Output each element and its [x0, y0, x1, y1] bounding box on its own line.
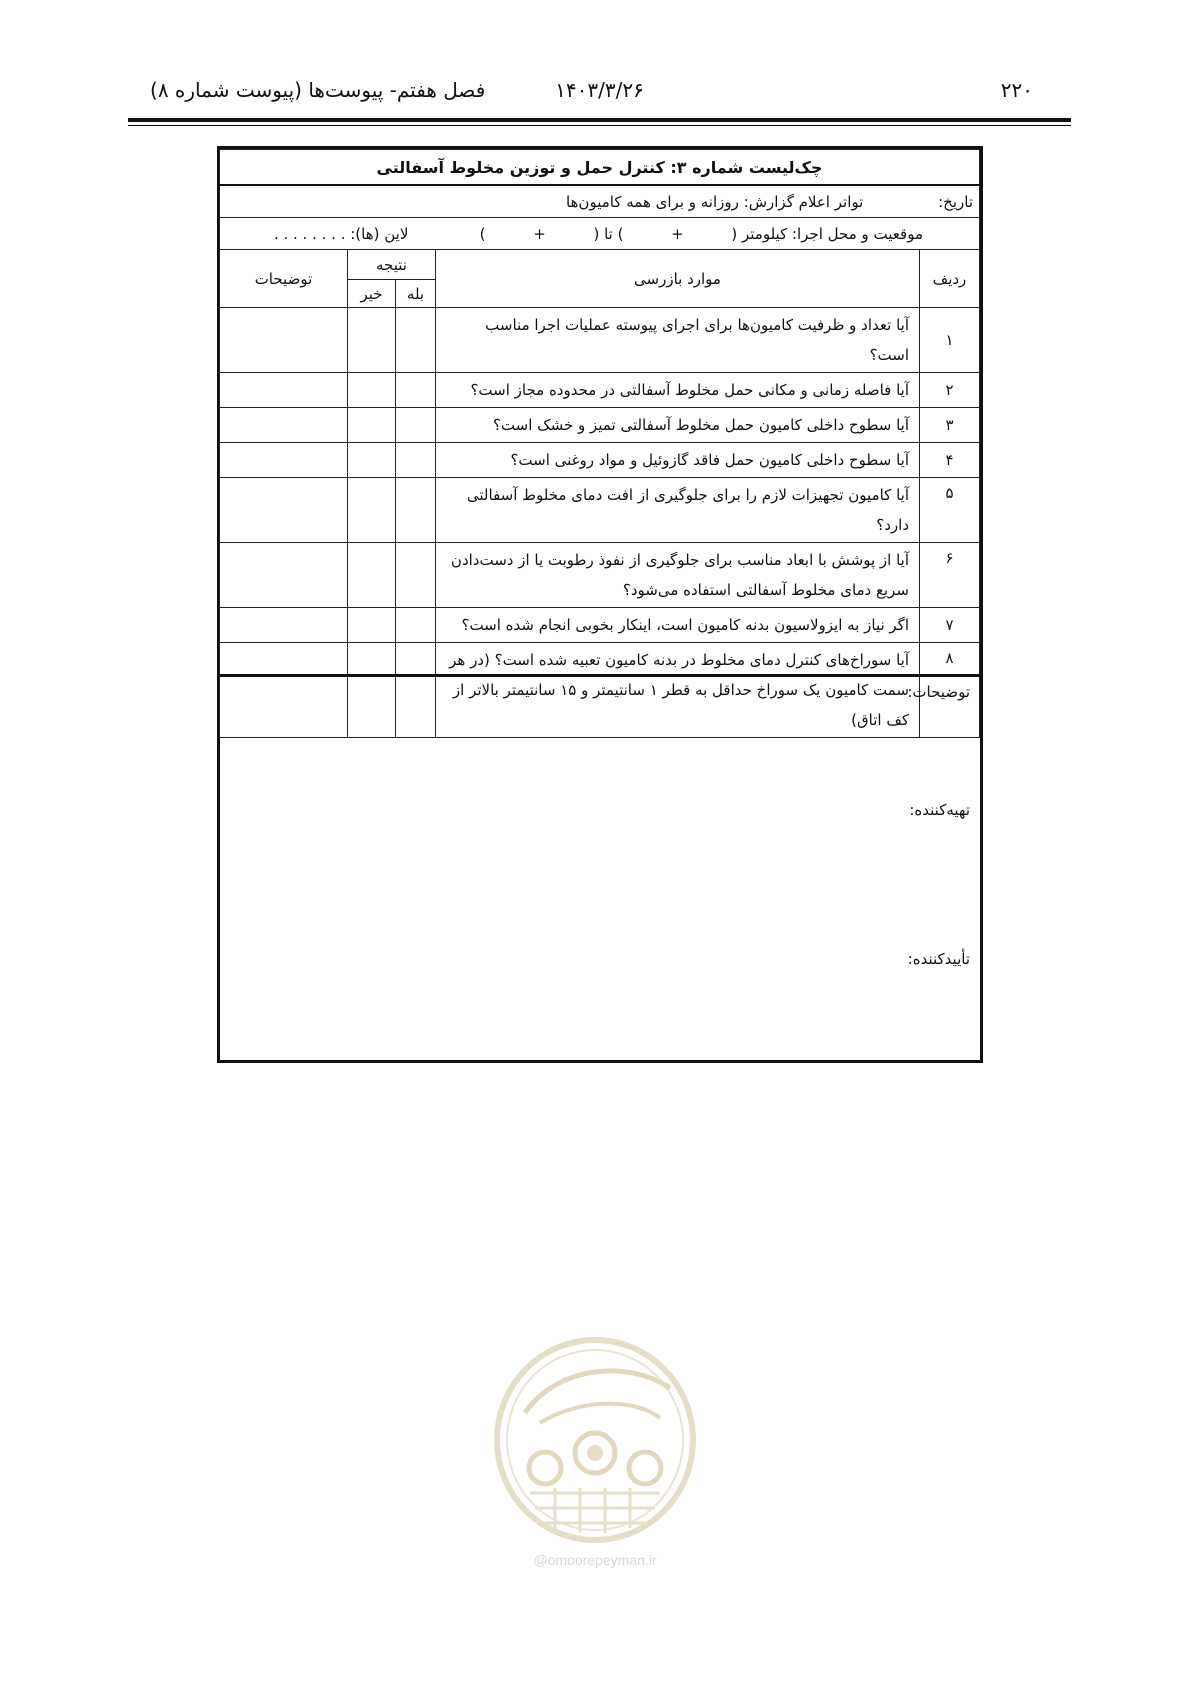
lanes-field[interactable]: لاین (ها): . . . . . . . . [273, 224, 409, 243]
date-label: تاریخ: [938, 192, 973, 211]
notes-cell[interactable] [219, 408, 347, 443]
yes-cell[interactable] [396, 408, 436, 443]
no-cell[interactable] [348, 543, 396, 608]
chapter-title: فصل هفتم- پیوست‌ها (پیوست شماره ۸) [150, 78, 486, 102]
page-date: ۱۴۰۳/۳/۲۶ [555, 78, 644, 102]
watermark [485, 1328, 705, 1590]
report-meta-row [219, 185, 979, 218]
yes-cell[interactable] [396, 478, 436, 543]
report-frequency: تواتر اعلام گزارش: روزانه و برای همه کامیون‌ها [565, 192, 864, 211]
inspection-item: آیا کامیون تجهیزات لازم را برای جلوگیری از افت دمای مخلوط آسفالتی دارد؟ [436, 478, 920, 543]
col-header-result: نتیجه [348, 250, 436, 280]
col-header-notes: توضیحات [219, 250, 347, 308]
notes-cell[interactable] [219, 308, 347, 373]
col-header-yes: بله [396, 280, 436, 308]
inspection-item: آیا از پوشش با ابعاد مناسب برای جلوگیری از نفوذ رطوبت یا از دست‌دادن سریع دمای مخلوط آسفالتی استفاده می‌شود؟ [436, 543, 920, 608]
inspection-item: آیا سطوح داخلی کامیون حمل مخلوط آسفالتی تمیز و خشک است؟ [436, 408, 920, 443]
table-row [219, 608, 979, 643]
prepared-by-label: تهیه‌کننده: [909, 801, 970, 819]
inspection-item: آیا فاصله زمانی و مکانی حمل مخلوط آسفالتی در محدوده مجاز است؟ [436, 373, 920, 408]
no-cell[interactable] [348, 408, 396, 443]
notes-area[interactable] [220, 674, 980, 1063]
notes-cell[interactable] [219, 543, 347, 608]
inspection-item: آیا تعداد و ظرفیت کامیون‌ها برای اجرای پیوسته عملیات اجرا مناسب است؟ [436, 308, 920, 373]
row-number: ۴ [920, 443, 980, 478]
checklist-form [217, 146, 983, 1063]
checklist-title: چک‌لیست شماره ۳: کنترل حمل و توزین مخلوط آسفالتی [219, 150, 979, 186]
inspection-item: آیا سطوح داخلی کامیون حمل فاقد گازوئیل و مواد روغنی است؟ [436, 443, 920, 478]
no-cell[interactable] [348, 443, 396, 478]
header-rule-thin [128, 125, 1071, 126]
notes-cell[interactable] [219, 443, 347, 478]
row-number: ۶ [920, 543, 980, 608]
row-number: ۲ [920, 373, 980, 408]
approved-by-label: تأییدکننده: [907, 950, 970, 968]
row-number: ۱ [920, 308, 980, 373]
no-cell[interactable] [348, 478, 396, 543]
col-header-row: ردیف [920, 250, 980, 308]
notes-label: توضیحات: [907, 683, 970, 701]
watermark-url: @omoorepeyman.ir [533, 1552, 657, 1568]
notes-cell[interactable] [219, 478, 347, 543]
no-cell[interactable] [348, 308, 396, 373]
page-number: ۲۲۰ [1000, 78, 1033, 102]
table-row [219, 478, 979, 543]
row-number: ۸ [920, 643, 980, 738]
location-row [219, 218, 979, 250]
location-field[interactable]: موقعیت و محل اجرا: کیلومتر ( + ) تا ( + ) [479, 224, 923, 243]
row-number: ۳ [920, 408, 980, 443]
no-cell[interactable] [348, 373, 396, 408]
table-row [219, 308, 979, 373]
yes-cell[interactable] [396, 543, 436, 608]
yes-cell[interactable] [396, 443, 436, 478]
col-header-items: موارد بازرسی [436, 250, 920, 308]
row-number: ۷ [920, 608, 980, 643]
yes-cell[interactable] [396, 373, 436, 408]
inspection-item: آیا سوراخ‌های کنترل دمای مخلوط در بدنه کامیون تعبیه شده است؟ (در هر سمت کامیون یک سوراخ حداقل به قطر ۱ سانتیمتر و ۱۵ سانتیمتر بالاتر از کف اتاق) [436, 643, 920, 738]
table-row [219, 373, 979, 408]
table-row [219, 443, 979, 478]
yes-cell[interactable] [396, 308, 436, 373]
yes-cell[interactable] [396, 608, 436, 643]
table-row [219, 543, 979, 608]
col-header-no: خیر [348, 280, 396, 308]
header-rule-thick [128, 118, 1071, 122]
inspection-item: اگر نیاز به ایزولاسیون بدنه کامیون است، اینکار بخوبی انجام شده است؟ [436, 608, 920, 643]
page-header [128, 78, 1071, 104]
no-cell[interactable] [348, 608, 396, 643]
notes-cell[interactable] [219, 608, 347, 643]
table-row [219, 408, 979, 443]
notes-cell[interactable] [219, 373, 347, 408]
checklist-table [219, 149, 980, 738]
seal-logo-icon [485, 1328, 705, 1548]
row-number: ۵ [920, 478, 980, 543]
